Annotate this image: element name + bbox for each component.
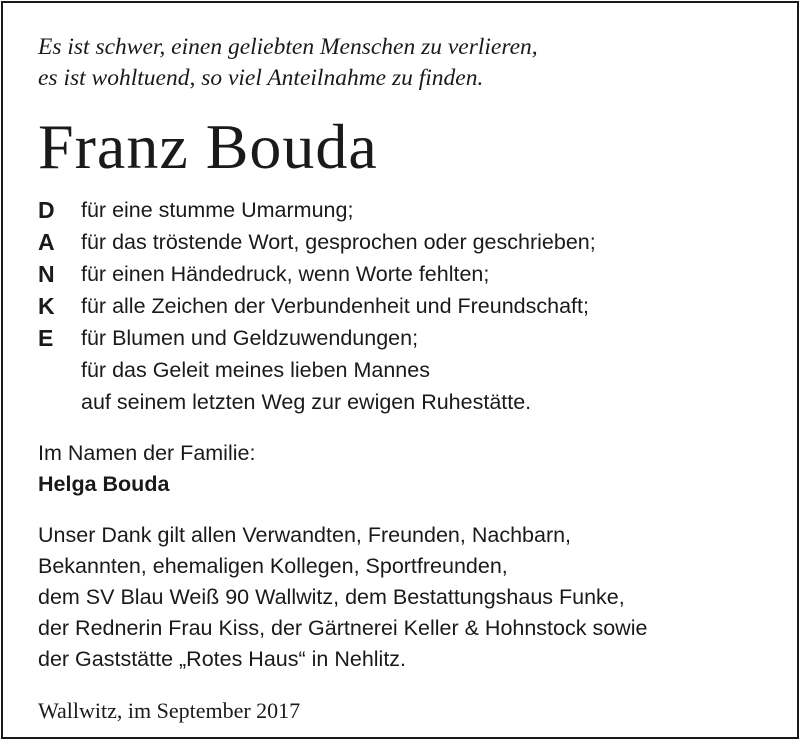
thanks-line: Bekannten, ehemaligen Kollegen, Sportfreunden,	[38, 554, 508, 578]
acrostic-letter	[38, 354, 81, 386]
danke-text: für eine stumme Umarmung;	[81, 198, 354, 222]
danke-text: für das tröstende Wort, gesprochen oder geschrieben;	[81, 230, 596, 254]
danke-row	[38, 194, 778, 226]
thanks-paragraph	[38, 520, 778, 675]
danke-list	[38, 194, 778, 418]
quote-line: Es ist schwer, einen geliebten Menschen zu verlieren,	[38, 34, 538, 60]
acrostic-letter: D	[38, 197, 55, 223]
danke-text: auf seinem letzten Weg zur ewigen Ruhestätte.	[81, 390, 532, 414]
danke-text: für alle Zeichen der Verbundenheit und Freundschaft;	[81, 294, 589, 318]
thanks-line: Unser Dank gilt allen Verwandten, Freunden, Nachbarn,	[38, 523, 572, 547]
danke-text: für Blumen und Geldzuwendungen;	[81, 326, 419, 350]
acrostic-letter: A	[38, 229, 55, 255]
thanks-line: der Gaststätte „Rotes Haus“ in Nehlitz.	[38, 647, 407, 671]
danke-text: für einen Händedruck, wenn Worte fehlten;	[81, 262, 490, 286]
obituary-notice	[38, 32, 778, 726]
danke-row	[38, 354, 778, 386]
acrostic-letter: E	[38, 325, 54, 351]
acrostic-letter	[38, 386, 81, 418]
family-intro: Im Namen der Familie:	[38, 441, 256, 465]
opening-quote	[38, 32, 778, 94]
danke-row	[38, 386, 778, 418]
acrostic-letter: K	[38, 293, 55, 319]
danke-row	[38, 322, 778, 354]
danke-text: für das Geleit meines lieben Mannes	[81, 358, 430, 382]
deceased-name: Franz Bouda	[38, 111, 378, 182]
danke-row	[38, 258, 778, 290]
acrostic-letter: N	[38, 261, 55, 287]
place-date-block	[38, 695, 778, 726]
thanks-line: dem SV Blau Weiß 90 Wallwitz, dem Bestattungshaus Funke,	[38, 585, 625, 609]
family-signature	[38, 438, 778, 500]
danke-row	[38, 226, 778, 258]
quote-line: es ist wohltuend, so viel Anteilnahme zu finden.	[38, 65, 484, 91]
thanks-line: der Rednerin Frau Kiss, der Gärtnerei Keller & Hohnstock sowie	[38, 616, 648, 640]
signer-name: Helga Bouda	[38, 472, 170, 496]
place-date: Wallwitz, im September 2017	[38, 698, 301, 723]
danke-row	[38, 290, 778, 322]
